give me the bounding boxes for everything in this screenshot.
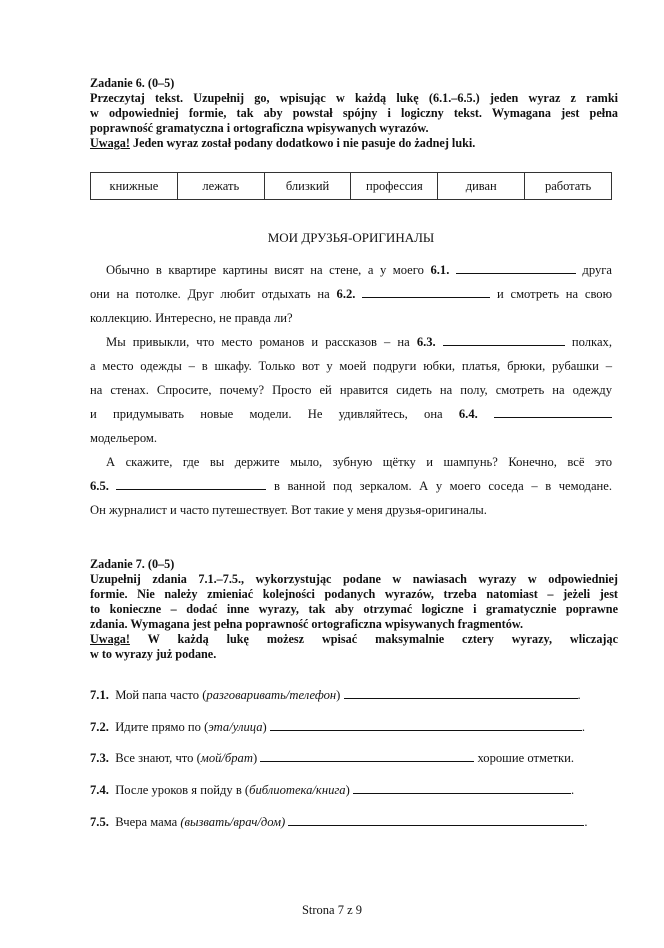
- exercise-number: 7.4.: [90, 783, 109, 797]
- task6-instr-line2: w odpowiedniej formie, tak aby powstał spójny i logiczny tekst. Wymagana jest pełna: [90, 106, 618, 120]
- task6-instr-line3: poprawność gramatyczna i ortograficzna wpisywanych wyrazów.: [90, 121, 429, 135]
- exercise-end: .: [570, 783, 575, 797]
- text-line: [90, 474, 612, 498]
- exercise-prompt: Мой папа часто (: [115, 688, 207, 702]
- answer-7-5-blank[interactable]: [288, 811, 584, 826]
- uwaga-label: Uwaga!: [90, 632, 130, 646]
- exercise-hint: разговаривать/телефон: [206, 688, 337, 702]
- word-bank-item: диван: [438, 173, 525, 200]
- exercise-number: 7.1.: [90, 688, 109, 702]
- text-title: МОИ ДРУЗЬЯ-ОРИГИНАЛЫ: [267, 230, 435, 245]
- answer-7-4-blank[interactable]: [353, 779, 571, 794]
- exercise-number: 7.2.: [90, 720, 109, 734]
- exercise-hint: библиотека/книга: [249, 783, 346, 797]
- gap-number: 6.2.: [336, 287, 356, 301]
- answer-7-3-blank[interactable]: [260, 747, 474, 762]
- task7-instr-line4: zdania. Wymagana jest pełna poprawność ortograficzna wpisywanych fragmentów.: [90, 617, 523, 631]
- gap-6-5-blank[interactable]: [116, 475, 266, 490]
- gap-number: 6.1.: [430, 263, 450, 277]
- text-fragment: Обычно в квартире картины висят на стене, а у моего: [106, 263, 424, 277]
- text-line: [90, 402, 612, 426]
- gap-6-1-blank[interactable]: [456, 259, 576, 274]
- gap-number: 6.3.: [416, 335, 436, 349]
- task7-note-text: W każdą lukę możesz wpisać maksymalnie cztery wyrazy, wliczając: [129, 632, 618, 646]
- exercise-end: .: [577, 688, 581, 702]
- text-line: модельером.: [90, 431, 157, 445]
- text-line: Он журналист и часто путешествует. Вот такие у меня друзья-оригиналы.: [90, 503, 487, 517]
- gap-6-3-blank[interactable]: [443, 331, 565, 346]
- task7-instr-line3: to konieczne – dodać inne wyrazy, tak aby otrzymać logiczne i gramatycznie poprawne: [90, 602, 618, 616]
- exercise-paren: ): [262, 720, 267, 734]
- word-bank: [90, 172, 612, 200]
- exercise-prompt: Идите прямо по (: [115, 720, 209, 734]
- exercise-number: 7.3.: [90, 751, 109, 765]
- exercise-7-2: [90, 716, 614, 736]
- page-number: Strona 7 z 9: [301, 903, 363, 917]
- text-line: А скажите, где вы держите мыло, зубную щётку и шампунь? Конечно, всё это: [106, 455, 612, 469]
- gap-number: 6.5.: [90, 479, 109, 493]
- text-fragment: и смотреть на свою: [496, 287, 613, 301]
- exercise-paren: ): [336, 688, 341, 702]
- exercise-7-1: [90, 684, 614, 704]
- text-fragment: в ванной под зеркалом. А у моего соседа – в чемодане.: [274, 479, 613, 493]
- text-line: коллекцию. Интересно, не правда ли?: [90, 311, 293, 325]
- text-line: на стенах. Спросите, почему? Просто ей нравится сидеть на полу, смотреть на одежду: [90, 383, 612, 397]
- exercise-number: 7.5.: [90, 815, 109, 829]
- gap-6-4-blank[interactable]: [494, 403, 612, 418]
- exercise-hint: (вызвать/врач/дом): [180, 815, 286, 829]
- exercise-paren: ): [345, 783, 350, 797]
- exercise-end: .: [581, 720, 586, 734]
- task7-instr-line6: w to wyrazy już podane.: [90, 647, 217, 661]
- exercise-7-4: [90, 779, 614, 799]
- text-fragment: друга: [582, 263, 612, 277]
- exercise-end: хорошие отметки.: [477, 751, 575, 765]
- gap-6-2-blank[interactable]: [362, 283, 490, 298]
- task7-note: [90, 632, 618, 647]
- task7-instr-line2: formie. Nie należy zmieniać kolejności podanych wyrazów, trzeba natomiast – jeżeli jest: [90, 587, 618, 601]
- text-fragment: и придумывать новые модели. Не удивляйтесь, она: [90, 407, 443, 421]
- text-line: а место одежды – в шкафу. Только вот у моей подруги юбки, платья, брюки, рубашки –: [90, 359, 612, 373]
- task7-instr-line1: Uzupełnij zdania 7.1.–7.5., wykorzystując podane w nawiasach wyrazy w odpowiedniej: [90, 572, 618, 586]
- exercise-7-5: [90, 811, 614, 831]
- task6-text: [90, 258, 612, 522]
- exercise-prompt: После уроков я пойду в (: [115, 783, 250, 797]
- exercise-prompt: Вчера мама: [115, 815, 181, 829]
- uwaga-label: Uwaga!: [90, 136, 130, 150]
- text-fragment: полках,: [571, 335, 612, 349]
- exercise-hint: мой/брат: [200, 751, 253, 765]
- answer-7-1-blank[interactable]: [344, 684, 578, 699]
- exercise-prompt: Все знают, что (: [115, 751, 201, 765]
- word-bank-item: профессия: [351, 173, 438, 200]
- exercise-hint: эта/улица: [208, 720, 263, 734]
- text-fragment: они на потолке. Друг любит отдыхать на: [90, 287, 330, 301]
- task6-note: [90, 136, 618, 151]
- task6-instr-line1: Przeczytaj tekst. Uzupełnij go, wpisując w każdą lukę (6.1.–6.5.) jeden wyraz z ramki: [90, 91, 618, 105]
- answer-7-2-blank[interactable]: [270, 716, 582, 731]
- gap-number: 6.4.: [458, 407, 478, 421]
- text-line: [90, 282, 612, 306]
- word-bank-item: лежать: [177, 173, 264, 200]
- task7-header: Zadanie 7. (0–5): [90, 557, 175, 571]
- task6-note-text: Jeden wyraz został podany dodatkowo i nie pasuje do żadnej luki.: [129, 136, 476, 150]
- text-line: [90, 258, 612, 282]
- text-fragment: Мы привыкли, что место романов и рассказов – на: [106, 335, 410, 349]
- word-bank-item: работать: [525, 173, 612, 200]
- task6-header: Zadanie 6. (0–5): [90, 76, 175, 90]
- task7-instructions: [90, 557, 618, 662]
- text-line: [90, 330, 612, 354]
- exercise-paren: ): [252, 751, 258, 765]
- word-bank-item: книжные: [91, 173, 178, 200]
- task6-instructions: [90, 76, 618, 151]
- word-bank-item: близкий: [264, 173, 351, 200]
- exercise-7-3: [90, 747, 614, 767]
- exercise-end: .: [584, 815, 588, 829]
